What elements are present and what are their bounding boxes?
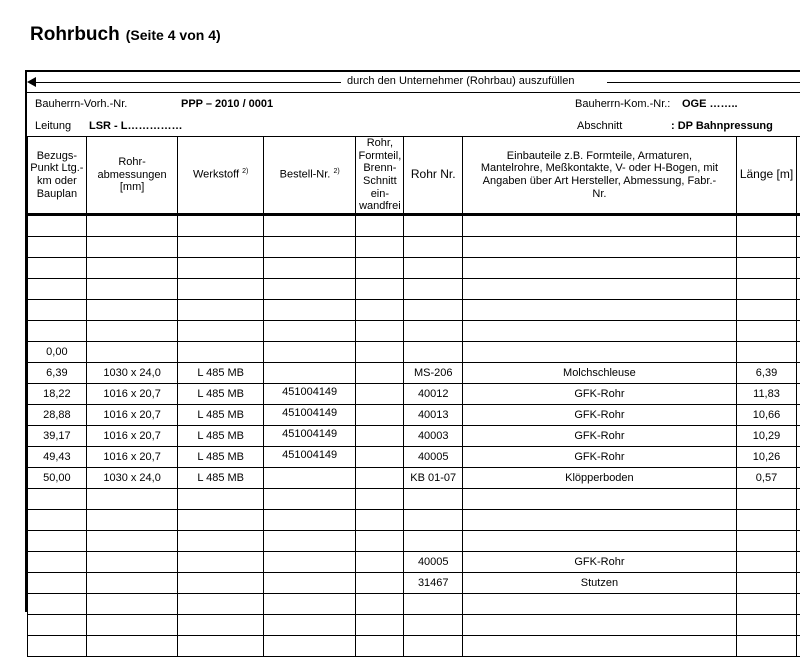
cell-werk[interactable] (178, 635, 263, 656)
cell-laenge[interactable] (736, 299, 797, 320)
cell-rnr[interactable] (404, 509, 463, 530)
cell-einbau[interactable]: GFK-Rohr (463, 551, 737, 572)
cell-empty[interactable] (356, 299, 404, 320)
cell-werk[interactable] (178, 551, 263, 572)
cell-rnr[interactable] (404, 278, 463, 299)
cell-laenge[interactable] (736, 236, 797, 257)
footnote-marker: 2) (333, 168, 339, 175)
table-row (28, 467, 800, 488)
cell-abm[interactable] (86, 320, 178, 341)
cell-rnr[interactable] (404, 257, 463, 278)
col-werkstoff-label: Werkstoff (193, 169, 239, 181)
cell-rnr[interactable] (404, 530, 463, 551)
arrow-line (31, 82, 341, 83)
table-row (28, 362, 800, 383)
cell-best[interactable] (263, 320, 355, 341)
cell-laenge[interactable] (736, 488, 797, 509)
cell-best[interactable] (263, 341, 355, 362)
cell-einbau[interactable] (463, 299, 737, 320)
cell-laenge[interactable] (736, 530, 797, 551)
cell-laenge[interactable] (736, 509, 797, 530)
cell-km[interactable]: 18,22 (28, 383, 87, 404)
cell-best[interactable] (263, 467, 355, 488)
table-row (28, 320, 800, 341)
cell-abm[interactable]: 1030 x 24,0 (86, 467, 178, 488)
table-row (28, 446, 800, 467)
cell-empty[interactable] (356, 383, 404, 404)
cell-einbau[interactable] (463, 614, 737, 635)
table-row (28, 509, 800, 530)
cell-rnr[interactable]: 40013 (404, 404, 463, 425)
cell-empty[interactable] (356, 404, 404, 425)
cell-werk[interactable]: L 485 MB (178, 383, 263, 404)
rohrbuch-table (27, 136, 800, 657)
cell-rnr[interactable] (404, 593, 463, 614)
footnote-marker: 2) (242, 168, 248, 175)
col-bezugspunkt: Bezugs-Punkt Ltg.-km oder Bauplan (28, 137, 87, 214)
cell-rnr[interactable] (404, 320, 463, 341)
kom-value: OGE …….. (682, 98, 738, 110)
cell-rnr[interactable]: MS-206 (404, 362, 463, 383)
cell-einbau[interactable]: GFK-Rohr (463, 404, 737, 425)
table-row (28, 572, 800, 593)
table-row (28, 593, 800, 614)
table-row (28, 278, 800, 299)
col-rohr-formteil: Rohr, Formteil, Brenn-Schnitt ein-wandfrei (356, 137, 404, 214)
cell-laenge[interactable] (736, 257, 797, 278)
abschnitt-label: Abschnitt (577, 120, 622, 132)
cell-abm[interactable]: 1030 x 24,0 (86, 362, 178, 383)
cell-best[interactable]: 451004149 (263, 404, 355, 425)
cell-best[interactable] (263, 236, 355, 257)
cell-rnr[interactable]: KB 01-07 (404, 467, 463, 488)
cell-werk[interactable] (178, 341, 263, 362)
cell-empty[interactable] (356, 509, 404, 530)
cell-laenge[interactable]: 11,83 (736, 383, 797, 404)
cell-empty[interactable] (356, 467, 404, 488)
cell-best[interactable] (263, 257, 355, 278)
cell-empty[interactable] (356, 215, 404, 236)
table-row (28, 257, 800, 278)
cell-km[interactable] (28, 215, 87, 236)
cell-km[interactable] (28, 488, 87, 509)
cell-empty[interactable] (356, 341, 404, 362)
cell-einbau[interactable] (463, 278, 737, 299)
cell-km[interactable] (28, 509, 87, 530)
cell-empty[interactable] (356, 320, 404, 341)
cell-abm[interactable] (86, 236, 178, 257)
cell-best[interactable]: 451004149 (263, 383, 355, 404)
cell-best[interactable] (263, 488, 355, 509)
cell-best[interactable] (263, 572, 355, 593)
cell-abm[interactable] (86, 299, 178, 320)
cell-rnr[interactable]: 31467 (404, 572, 463, 593)
cell-km[interactable] (28, 593, 87, 614)
cell-abm[interactable] (86, 509, 178, 530)
cell-km[interactable] (28, 320, 87, 341)
cell-einbau[interactable] (463, 530, 737, 551)
cell-best[interactable] (263, 635, 355, 656)
cell-werk[interactable] (178, 488, 263, 509)
cell-empty[interactable] (356, 614, 404, 635)
cell-rnr[interactable] (404, 635, 463, 656)
cell-best[interactable] (263, 299, 355, 320)
cell-km[interactable]: 49,43 (28, 446, 87, 467)
cell-laenge[interactable]: 6,39 (736, 362, 797, 383)
cell-laenge[interactable] (736, 593, 797, 614)
column-header-row (28, 137, 800, 214)
abschnitt-value: : DP Bahnpressung (671, 120, 773, 132)
cell-laenge[interactable] (736, 551, 797, 572)
cell-abm[interactable]: 1016 x 20,7 (86, 446, 178, 467)
cell-km[interactable] (28, 551, 87, 572)
cell-abm[interactable] (86, 215, 178, 236)
cell-einbau[interactable] (463, 236, 737, 257)
cell-km[interactable] (28, 572, 87, 593)
vorh-value: PPP – 2010 / 0001 (181, 98, 273, 110)
table-row (28, 488, 800, 509)
cell-abm[interactable]: 1016 x 20,7 (86, 383, 178, 404)
cell-einbau[interactable] (463, 215, 737, 236)
cell-empty[interactable] (356, 425, 404, 446)
arrow-line (607, 82, 800, 83)
cell-laenge[interactable] (736, 572, 797, 593)
cell-empty[interactable] (356, 635, 404, 656)
cell-abm[interactable] (86, 614, 178, 635)
cell-best[interactable]: 451004149 (263, 446, 355, 467)
kom-label: Bauherrn-Kom.-Nr.: (575, 98, 670, 110)
leitung-label: Leitung (35, 120, 71, 132)
cell-abm[interactable] (86, 341, 178, 362)
table-row (28, 215, 800, 236)
cell-empty[interactable] (356, 362, 404, 383)
banner-text: durch den Unternehmer (Rohrbau) auszufüllen (347, 75, 574, 87)
cell-rnr[interactable] (404, 488, 463, 509)
cell-abm[interactable] (86, 257, 178, 278)
cell-werk[interactable] (178, 614, 263, 635)
cell-best[interactable]: 451004149 (263, 425, 355, 446)
cell-best[interactable] (263, 551, 355, 572)
cell-werk[interactable] (178, 257, 263, 278)
cell-werk[interactable]: L 485 MB (178, 446, 263, 467)
cell-laenge[interactable] (736, 278, 797, 299)
cell-laenge[interactable]: 10,29 (736, 425, 797, 446)
cell-km[interactable] (28, 278, 87, 299)
cell-laenge[interactable] (736, 614, 797, 635)
cell-empty[interactable] (356, 572, 404, 593)
cell-einbau[interactable]: Molchschleuse (463, 362, 737, 383)
col-bestell-label: Bestell-Nr. (280, 169, 331, 181)
cell-werk[interactable] (178, 278, 263, 299)
col-rohrnr: Rohr Nr. (404, 137, 463, 214)
cell-werk[interactable] (178, 236, 263, 257)
cell-km[interactable] (28, 257, 87, 278)
cell-werk[interactable] (178, 509, 263, 530)
cell-empty[interactable] (356, 278, 404, 299)
cell-werk[interactable]: L 485 MB (178, 362, 263, 383)
cell-best[interactable] (263, 509, 355, 530)
cell-werk[interactable]: L 485 MB (178, 467, 263, 488)
cell-einbau[interactable]: GFK-Rohr (463, 383, 737, 404)
cell-best[interactable] (263, 614, 355, 635)
cell-best[interactable] (263, 278, 355, 299)
cell-einbau[interactable] (463, 257, 737, 278)
cell-empty[interactable] (356, 593, 404, 614)
cell-einbau[interactable]: Stutzen (463, 572, 737, 593)
cell-einbau[interactable] (463, 488, 737, 509)
cell-rnr[interactable] (404, 341, 463, 362)
cell-abm[interactable] (86, 530, 178, 551)
cell-rnr[interactable]: 40005 (404, 551, 463, 572)
title-text: Rohrbuch (30, 24, 120, 45)
contractor-banner (27, 72, 800, 93)
cell-einbau[interactable] (463, 593, 737, 614)
cell-km[interactable]: 6,39 (28, 362, 87, 383)
cell-laenge[interactable] (736, 635, 797, 656)
table-row (28, 383, 800, 404)
table-row (28, 551, 800, 572)
cell-einbau[interactable]: Klöpperboden (463, 467, 737, 488)
cell-abm[interactable]: 1016 x 20,7 (86, 425, 178, 446)
cell-werk[interactable]: L 485 MB (178, 425, 263, 446)
cell-empty[interactable] (356, 236, 404, 257)
cell-laenge[interactable]: 0,57 (736, 467, 797, 488)
cell-einbau[interactable]: GFK-Rohr (463, 425, 737, 446)
vorh-label: Bauherrn-Vorh.-Nr. (35, 98, 127, 110)
cell-rnr[interactable] (404, 614, 463, 635)
cell-km[interactable]: 28,88 (28, 404, 87, 425)
cell-rnr[interactable]: 40005 (404, 446, 463, 467)
cell-abm[interactable] (86, 635, 178, 656)
cell-rnr[interactable] (404, 236, 463, 257)
cell-km[interactable] (28, 635, 87, 656)
cell-rnr[interactable]: 40012 (404, 383, 463, 404)
cell-km[interactable]: 50,00 (28, 467, 87, 488)
cell-best[interactable] (263, 593, 355, 614)
leitung-value: LSR - L…………… (89, 120, 183, 132)
cell-km[interactable] (28, 614, 87, 635)
cell-abm[interactable] (86, 572, 178, 593)
cell-werk[interactable] (178, 215, 263, 236)
cell-werk[interactable] (178, 530, 263, 551)
cell-km[interactable]: 39,17 (28, 425, 87, 446)
col-einbauteile: Einbauteile z.B. Formteile, Armaturen, Mantelrohre, Meßkontakte, V- oder H-Bogen, mit Angaben über Art Hersteller, Abmessung, Fabr.-Nr. (463, 137, 737, 214)
col-laenge: Länge [m] (736, 137, 797, 214)
cell-empty[interactable] (356, 488, 404, 509)
page-title (30, 24, 221, 46)
cell-einbau[interactable] (463, 509, 737, 530)
cell-laenge[interactable] (736, 215, 797, 236)
cell-rnr[interactable] (404, 299, 463, 320)
cell-km[interactable] (28, 236, 87, 257)
cell-einbau[interactable]: GFK-Rohr (463, 446, 737, 467)
cell-empty[interactable] (356, 551, 404, 572)
cell-werk[interactable]: L 485 MB (178, 404, 263, 425)
table-row (28, 530, 800, 551)
table-body (28, 215, 800, 656)
cell-best[interactable] (263, 362, 355, 383)
table-row (28, 341, 800, 362)
cell-werk[interactable] (178, 572, 263, 593)
table-row (28, 236, 800, 257)
table-row (28, 299, 800, 320)
cell-einbau[interactable] (463, 320, 737, 341)
rohrbuch-sheet (25, 70, 800, 612)
cell-best[interactable] (263, 530, 355, 551)
cell-laenge[interactable]: 10,66 (736, 404, 797, 425)
cell-best[interactable] (263, 215, 355, 236)
col-bestellnr (263, 137, 355, 214)
cell-laenge[interactable] (736, 320, 797, 341)
cell-km[interactable] (28, 299, 87, 320)
table-row (28, 425, 800, 446)
cell-werk[interactable] (178, 593, 263, 614)
cell-rnr[interactable]: 40003 (404, 425, 463, 446)
cell-werk[interactable] (178, 299, 263, 320)
table-row (28, 404, 800, 425)
cell-einbau[interactable] (463, 635, 737, 656)
cell-abm[interactable]: 1016 x 20,7 (86, 404, 178, 425)
col-rohrabmessungen: Rohr-abmessungen [mm] (86, 137, 178, 214)
cell-km[interactable] (28, 530, 87, 551)
cell-km[interactable]: 0,00 (28, 341, 87, 362)
cell-einbau[interactable] (463, 341, 737, 362)
cell-abm[interactable] (86, 278, 178, 299)
col-werkstoff (178, 137, 263, 214)
page-indicator: (Seite 4 von 4) (126, 27, 221, 43)
cell-empty[interactable] (356, 257, 404, 278)
cell-rnr[interactable] (404, 215, 463, 236)
table-row (28, 635, 800, 656)
cell-werk[interactable] (178, 320, 263, 341)
cell-laenge[interactable] (736, 341, 797, 362)
cell-laenge[interactable]: 10,26 (736, 446, 797, 467)
cell-empty[interactable] (356, 530, 404, 551)
cell-abm[interactable] (86, 593, 178, 614)
cell-abm[interactable] (86, 551, 178, 572)
cell-abm[interactable] (86, 488, 178, 509)
table-row (28, 614, 800, 635)
cell-empty[interactable] (356, 446, 404, 467)
